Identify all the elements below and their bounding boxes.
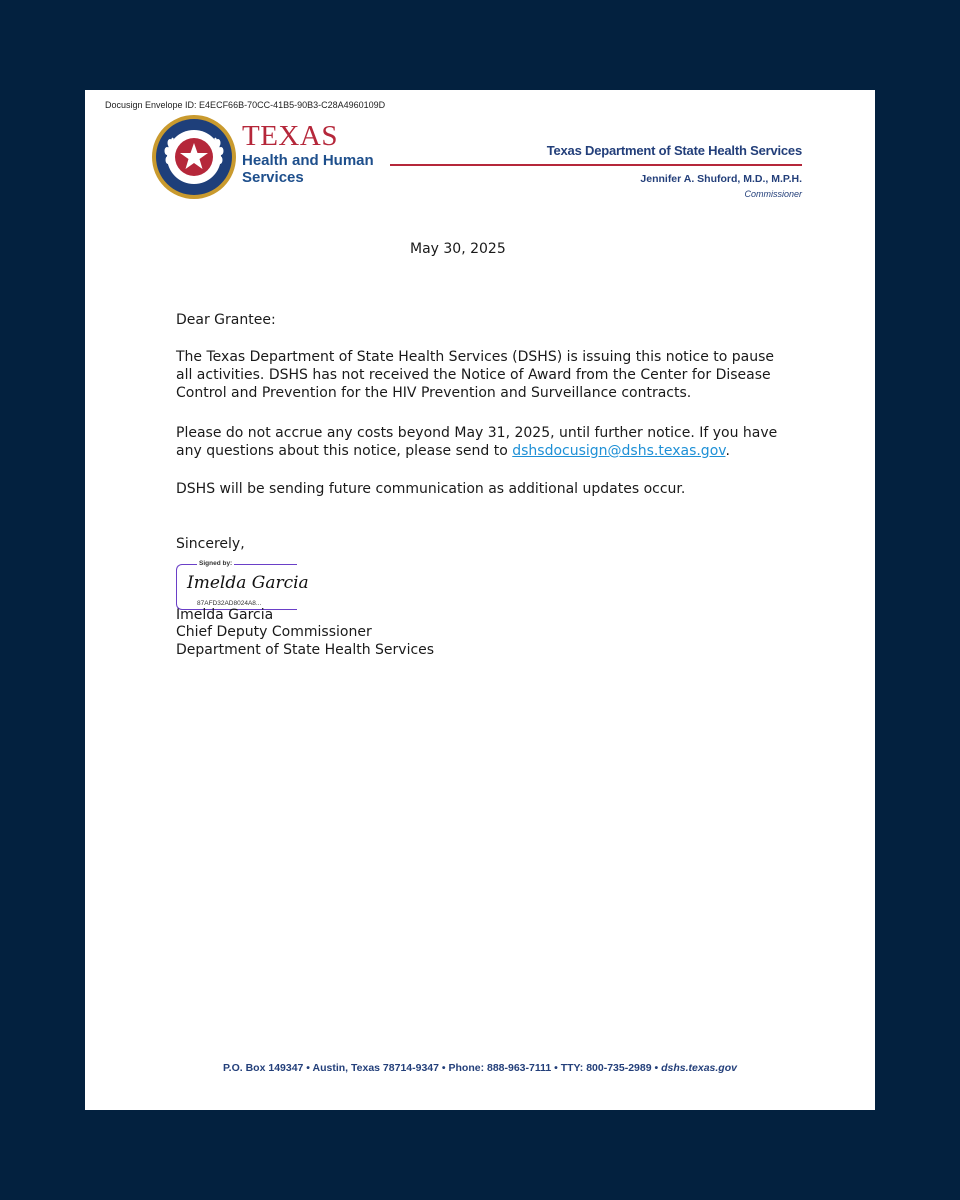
paragraph-1-line: The Texas Department of State Health Services (DSHS) is issuing this notice to pause bbox=[176, 349, 775, 365]
paragraph-2-period: . bbox=[725, 443, 730, 459]
signer-name: Imelda Garcia bbox=[176, 607, 274, 623]
department-title: Texas Department of State Health Services bbox=[546, 143, 802, 158]
handwritten-signature: Imelda Garcia bbox=[187, 573, 309, 593]
envelope-id: Docusign Envelope ID: E4ECF66B-70CC-41B5-90B3-C28A4960109D bbox=[105, 100, 386, 110]
hhs-logo-text bbox=[242, 122, 374, 185]
paragraph-2 bbox=[176, 424, 806, 460]
closing: Sincerely, bbox=[176, 536, 245, 552]
signature-id: 87AFD32AD8024A8... bbox=[197, 600, 262, 607]
commissioner-name: Jennifer A. Shuford, M.D., M.P.H. bbox=[640, 173, 802, 185]
letter-page bbox=[85, 90, 875, 1110]
footer-contact bbox=[85, 1062, 875, 1074]
commissioner-title: Commissioner bbox=[744, 189, 802, 199]
paragraph-2-line: Please do not accrue any costs beyond May 31, 2025, until further notice. If you have bbox=[176, 425, 778, 441]
signer-title: Chief Deputy Commissioner bbox=[176, 624, 372, 640]
hhs-texas: TEXAS bbox=[242, 120, 338, 152]
texas-seal-icon bbox=[151, 114, 237, 200]
paragraph-1-line: Control and Prevention for the HIV Prevention and Surveillance contracts. bbox=[176, 385, 692, 401]
letter-date: May 30, 2025 bbox=[410, 241, 506, 257]
hhs-line3: Services bbox=[242, 169, 304, 186]
paragraph-2-line bbox=[176, 442, 806, 460]
paragraph-1-line: all activities. DSHS has not received the Notice of Award from the Center for Disease bbox=[176, 367, 771, 383]
email-link[interactable]: dshsdocusign@dshs.texas.gov bbox=[512, 443, 726, 459]
hhs-line2: Health and Human bbox=[242, 152, 374, 169]
footer-address: P.O. Box 149347 • Austin, Texas 78714-9347 • Phone: 888-963-7111 • TTY: 800-735-2989 • bbox=[223, 1062, 662, 1074]
header-divider bbox=[390, 164, 802, 166]
signed-by-label: Signed by: bbox=[199, 560, 233, 567]
paragraph-3: DSHS will be sending future communication as additional updates occur. bbox=[176, 481, 686, 497]
footer-website[interactable]: dshs.texas.gov bbox=[661, 1062, 737, 1074]
paragraph-1 bbox=[176, 348, 806, 402]
paragraph-2-text: any questions about this notice, please send to bbox=[176, 443, 513, 459]
signer-department: Department of State Health Services bbox=[176, 642, 435, 658]
salutation: Dear Grantee: bbox=[176, 312, 276, 328]
